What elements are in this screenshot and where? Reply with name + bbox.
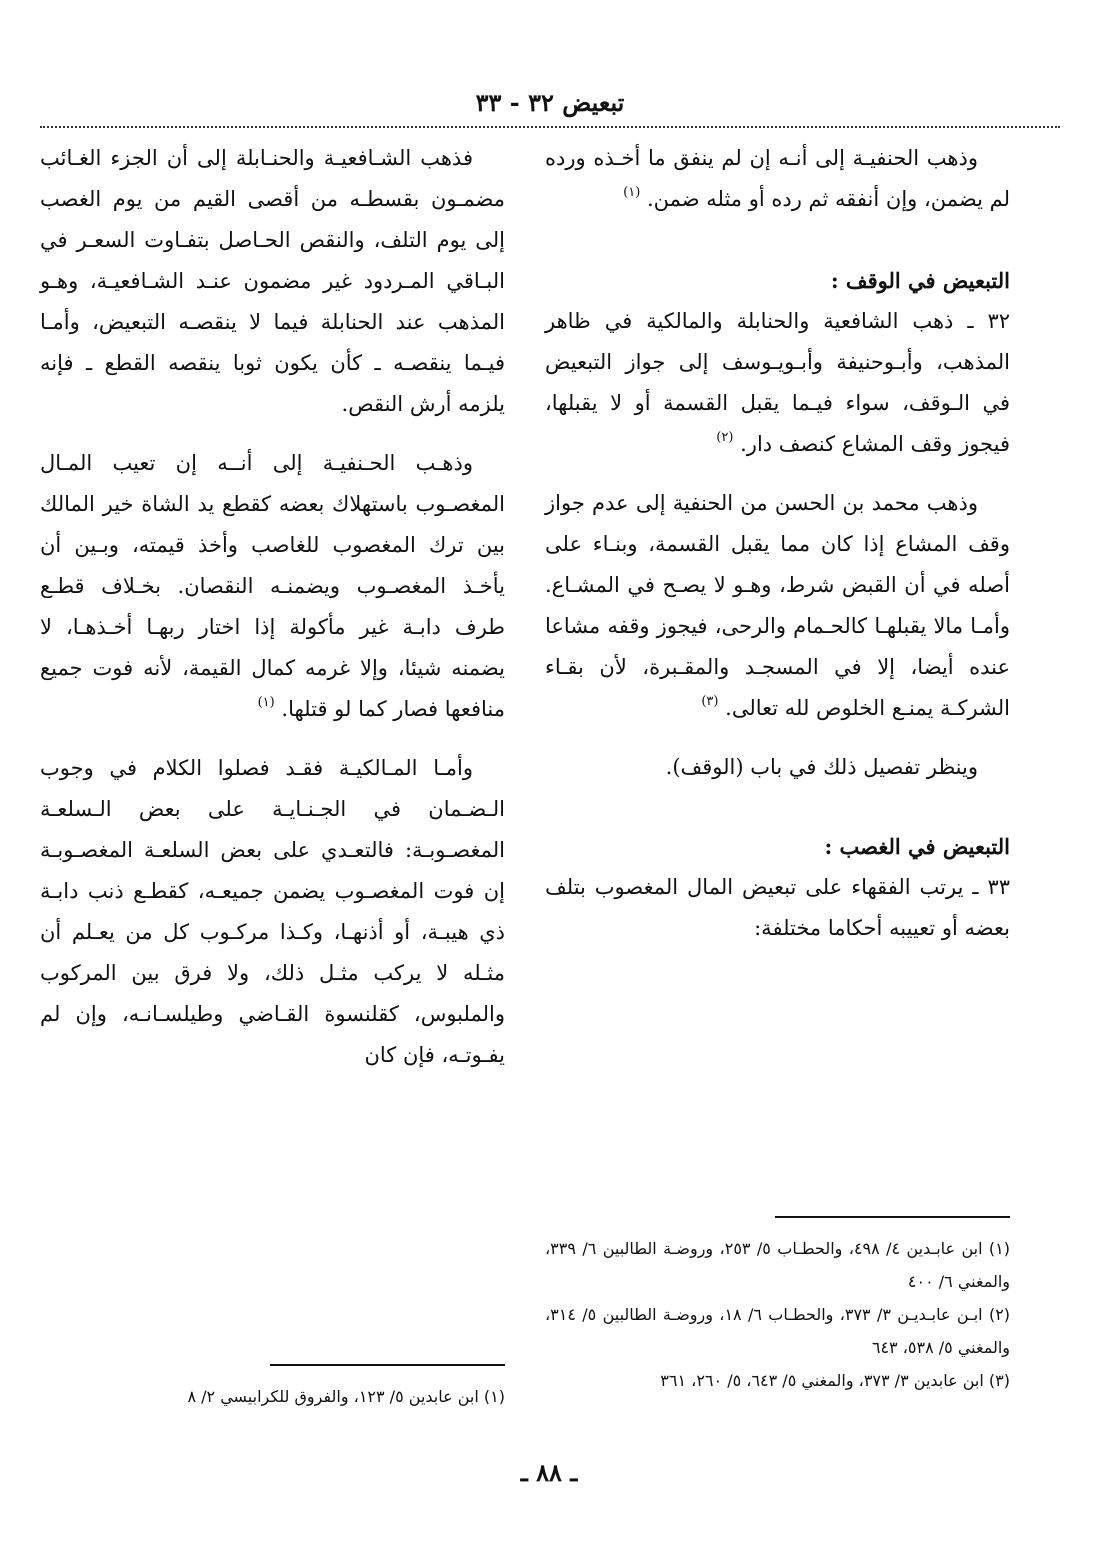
paragraph: ٣٣ ـ يرتب الفقهاء على تبعيض المال المغصوب بتلف بعضه أو تعييبه أحكاما مختلفة: — [545, 875, 1010, 940]
paragraph: وينظر تفصيل ذلك في باب (الوقف). — [665, 755, 978, 779]
paragraph-text: ٣٢ ـ ذهب الشافعية والحنابلة والمالكية في ظاهر المذهب، وأبـوحنيفة وأبـويـوسف إلى جواز التبعيض في الـوقف، سواء فيـما يقبل القسمة أو لا يقبلها، فيجوز وقف المشاع كنصف دار. — [545, 309, 1010, 456]
footnotes-right — [545, 1216, 1010, 1397]
paragraph-text: وذهـب الحـنفيـة إلى أنــه إن تعيب المـال المغصـوب باستهلاك بعضه كقطع يد الشاة خير المالك بين ترك المغصوب للغاصب وأخذ قيمته، وبـين أن يأخـذ المغصـوب ويضمنـه النقصان. بخـلاف قطـع طرف دابـة غير مأكولة إذا اختار ربهـا أخـذهـا، لا يضمنه شيئا، وإلا غرمه كمال القيمة، لأنه فوت جميع منافعها فصار كما لو قتلها. — [40, 451, 505, 721]
footnote-ref: (٢) — [716, 430, 734, 445]
section-heading-waqf: التبعيض في الوقف : — [830, 268, 1010, 293]
footnote: (٣) ابن عابدين ٣/ ٣٧٣، والمغني ٥/ ٦٤٣، ٥/ ٢٦٠، ٣٦١ — [660, 1371, 1010, 1390]
paragraph-text: وذهب محمد بن الحسن من الحنفية إلى عدم جواز وقف المشاع إذا كان مما يقبل القسمة، وبنـاء على أصله في أن القبض شرط، وهـو لا يصـح في المشـاع. وأمـا مالا يقبلهـا كالحـمام والرحى، فيجوز وقفه مشاعا عنده أيضا، إلا في المسجـد والمقـبرة، لأن بقـاء الشركـة يمنـع الخلوص لله تعالى. — [545, 491, 1010, 720]
paragraph: وأمـا المـالكيـة فقـد فصلوا الكلام في وجوب الـضـمان في الجـنـايـة على بعض الـسلعـة المغصـوبـة: فالتعـدي على بعض السلعـة المغصـوبـة إن فوت المغصـوب يضمن جميعـه، كقطـع ذنب دابـة ذي هيبـة، أو أذنهـا، وكـذا مركـوب كل من يعـلم أن مثـله لا يركب مثـل ذلك، ولا فرق بين المركوب والملبوس، كقلنسوة القـاضي وطيلسـانـه، وإن لم يفـوتـه، فإن كان — [40, 756, 505, 1067]
paragraph — [545, 138, 1010, 220]
section-heading-ghasb: التبعيض في الغصب : — [824, 834, 1010, 859]
right-column — [545, 138, 1010, 967]
footnote-ref: (١) — [257, 695, 275, 710]
footnote: (١) ابن عابدين ٥/ ١٢٣، والفروق للكرابيسي ٢/ ٨ — [187, 1387, 505, 1406]
footnote-ref: (١) — [623, 185, 641, 200]
paragraph: فذهب الشـافعيـة والحنـابلة إلى أن الجزء الغـائب مضمـون بقسطـه من أقصى القيم من يوم الغصب إلى يوم التلف، والنقص الحـاصل بتفـاوت السعـر في البـاقي المـردود غير مضمون عنـد الشـافعيـة، وهـو المذهب عند الحنابلة فيما لا ينقصـه التبعيض، وأمـا فيـما ينقصـه ـ كأن يكون ثوبا ينقصه القطع ـ فإنه يلزمه أرش النقص. — [40, 146, 505, 416]
footnote-separator — [270, 1364, 505, 1366]
paragraph-text: وذهب الحنفيـة إلى أنـه إن لم ينفق ما أخـذه ورده لم يضمن، وإن أنفقه ثم رده أو مثله ضمن. — [545, 146, 1010, 211]
paragraph — [545, 483, 1010, 729]
footnote: (٢) ابـن عابـديـن ٣/ ٣٧٣، والحطـاب ٦/ ١٨، وروضـة الطالبين ٥/ ٣١٤، والمغني ٥/ ٥٣٨، ٦٤٣ — [545, 1305, 1011, 1357]
footnotes-left — [40, 1364, 505, 1413]
page-number: ـ ٨٨ ـ — [520, 1458, 578, 1487]
left-column — [40, 138, 505, 1094]
running-header: تبعيض ٣٢ - ٣٣ — [475, 88, 625, 117]
footnote-ref: (٣) — [701, 694, 719, 709]
paragraph — [545, 301, 1010, 465]
paragraph — [40, 443, 505, 730]
header-dotted-rule — [40, 126, 1060, 128]
footnote: (١) ابن عابـدين ٤/ ٤٩٨، والحطـاب ٥/ ٢٥٣، وروضـة الطالبين ٦/ ٣٣٩، والمغني ٦/ ٤٠٠ — [545, 1239, 1011, 1291]
